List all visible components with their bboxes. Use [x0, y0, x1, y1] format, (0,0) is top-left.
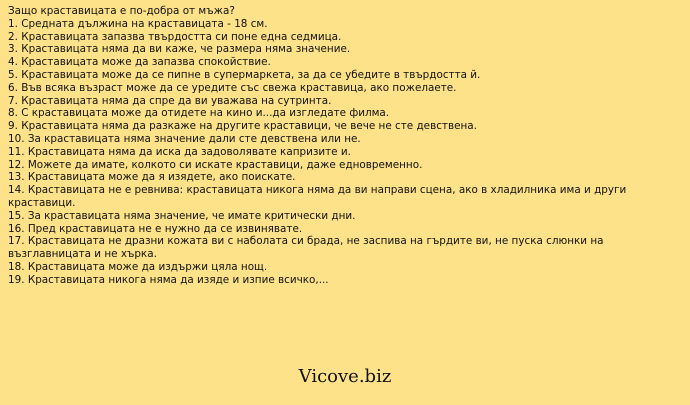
list-item: 14. Краставицата не е ревнива: краставицата никога няма да ви направи сцена, ако в хладилника има и други	[8, 184, 627, 197]
list-item: 11. Краставицата няма да иска да задоволявате капризите и.	[8, 145, 351, 158]
list-item: 15. За краставицата няма значение, че имате критически дни.	[8, 209, 356, 222]
list-item: 4. Краставицата може да запазва спокойствие.	[8, 56, 271, 69]
joke-text	[8, 5, 684, 287]
list-item: 7. Краставицата няма да спре да ви уважава на сутринта.	[8, 94, 332, 107]
list-item: 1. Средната дължина на краставицата - 18 см.	[8, 17, 268, 30]
list-item: 6. Във всяка възраст може да се уредите със свежа краставица, ако пожелаете.	[8, 81, 457, 94]
list-item: 5. Краставицата може да се пипне в супермаркета, за да се убедите в твърдостта й.	[8, 68, 481, 81]
list-item: 17. Краставицата не дразни кожата ви с наболата си брада, не заспива на гърдите ви, не пуска слюнки на възглавницата и не хърка.	[8, 235, 604, 261]
list-item: 8. С краставицата може да отидете на кино и...да изгледате филма.	[8, 107, 390, 120]
list-item: 12. Можете да имате, колкото си искате краставици, даже едновременно.	[8, 158, 423, 171]
list-item: 9. Краставицата няма да разкаже на другите краставици, че вече не сте девствена.	[8, 120, 477, 133]
list-item: 2. Краставицата запазва твърдостта си поне една седмица.	[8, 30, 342, 43]
list-item: 10. За краставицата няма значение дали сте девствена или не.	[8, 132, 361, 145]
list-item: краставици.	[8, 196, 76, 209]
list-item: 19. Краставицата никога няма да изяде и изпие всичко,...	[8, 273, 329, 286]
joke-title: Защо краставицата е по-добра от мъжа?	[8, 5, 235, 17]
list-item: 18. Краставицата може да издържи цяла нощ.	[8, 260, 268, 273]
site-watermark: Vicove.biz	[298, 366, 392, 387]
list-item: 3. Краставицата няма да ви каже, че размера няма значение.	[8, 43, 351, 56]
list-item: 16. Пред краставицата не е нужно да се извинявате.	[8, 222, 303, 235]
list-item: 13. Краставицата може да я изядете, ако поискате.	[8, 171, 296, 184]
